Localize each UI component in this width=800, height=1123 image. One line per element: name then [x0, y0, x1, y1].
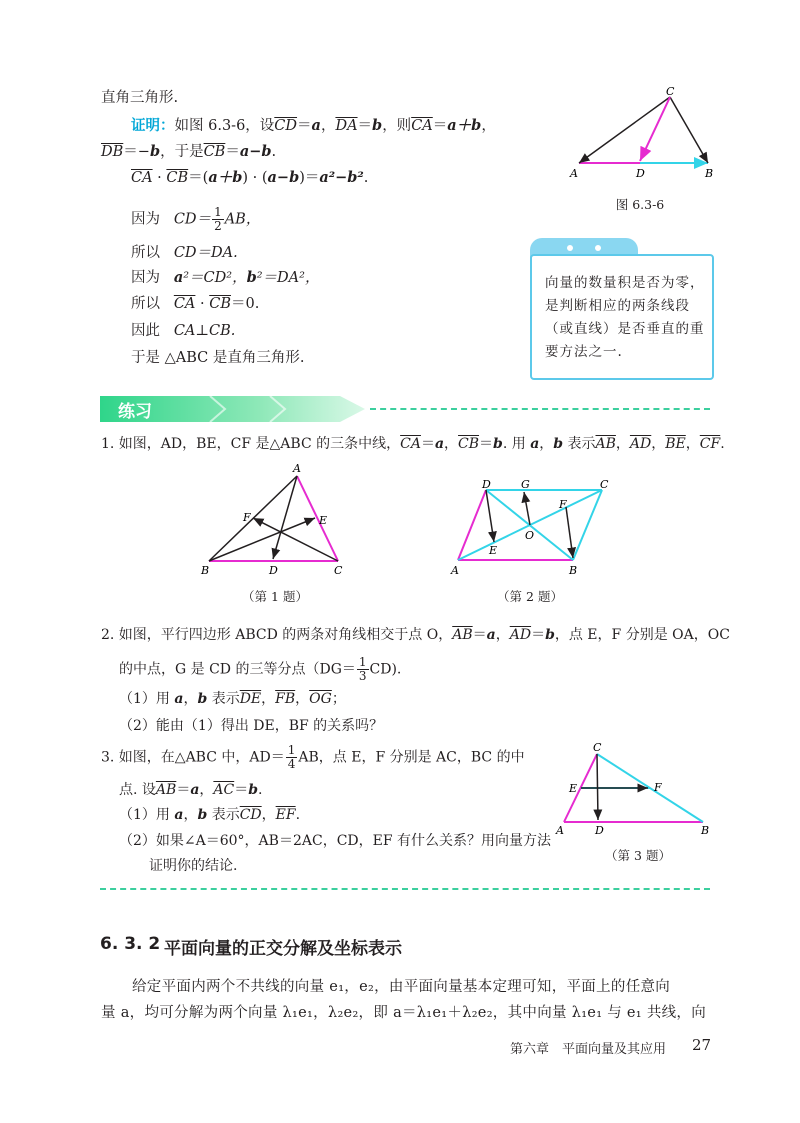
half-fraction: $\frac{1}{2}$: [214, 205, 222, 233]
vector-cb: [670, 97, 708, 163]
label-f: F: [559, 498, 567, 511]
figure-q3: [550, 738, 720, 838]
vector-cd: [640, 97, 670, 161]
side-ac: [297, 476, 338, 561]
q2-sub-1: （1）用 a，b 表示$\overline{DE}$，$\overline{FB}$，$\overline{OG}$；: [119, 691, 346, 707]
label-e: E: [569, 782, 578, 795]
label-b: B: [201, 564, 210, 577]
practice-bottom-dash: [100, 888, 710, 890]
proof-line-5: 所以 CD＝DA.: [131, 245, 238, 261]
vector-ca: [579, 97, 670, 163]
proof-line-6: 因为 a²＝CD²，b²＝DA²，: [131, 269, 320, 286]
label-g: G: [521, 478, 530, 491]
note-text: 向量的数量积是否为零，是判断相应的两条线段（或直线）是否垂直的重要方法之一.: [545, 275, 705, 360]
section-number: 6. 3. 2: [100, 934, 161, 954]
practice-title: 练习: [118, 402, 152, 422]
quarter-fraction: $\frac{1}{4}$: [287, 743, 296, 771]
proof-line-7: 所以 $\overline{CA} \cdot \overline{CB}=0$.: [131, 296, 260, 312]
proof-line-8: 因此 CA⊥CB.: [131, 323, 236, 339]
label-a: A: [451, 564, 459, 577]
label-e: E: [489, 544, 498, 557]
page-number: 27: [692, 1036, 712, 1054]
label-o: O: [525, 529, 535, 542]
label-b: B: [569, 564, 578, 577]
section-title: 平面向量的正交分解及坐标表示: [164, 939, 402, 959]
q3-sub-2b: 证明你的结论.: [149, 858, 238, 874]
vector-cd: [597, 754, 598, 820]
label-a: A: [556, 824, 564, 837]
label-f: F: [654, 781, 662, 794]
q1-text: 1. 如图，AD，BE，CF 是△ABC 的三条中线，$\overline{CA}=a$，$\overline{CB}=b$. 用 a，b 表示$\overline{AB}$，$\overline{AD}$，$\overline{BE}$，$\overline{CF}$.: [101, 436, 725, 452]
footer-chapter: 第六章 平面向量及其应用: [510, 1042, 667, 1057]
section-para-1: 给定平面内两个不共线的向量 e₁，e₂，由平面向量基本定理可知，平面上的任意向: [132, 979, 671, 995]
q3-sub-2a: （2）如果∠A＝60°，AB＝2AC，CD，EF 有什么关系？用向量方法: [119, 833, 552, 849]
label-c: C: [666, 85, 675, 98]
figure-q2: [445, 476, 620, 580]
q3-line-1: 3. 如图，在△ABC 中，AD＝ $\frac{1}{4}$ AB，点 E，F 分别是 AC，BC 的中: [101, 743, 525, 771]
proof-line-1: 证明：如图 6.3-6，设$\overline{CD}=a$，$\overline{DA}=b$，则$\overline{CA}=a+b$，: [131, 117, 496, 134]
q2-caption: （第 2 题）: [497, 589, 563, 604]
label-e: E: [319, 514, 328, 527]
q3-caption: （第 3 题）: [605, 848, 671, 863]
proof-line-0: 直角三角形.: [101, 90, 179, 106]
label-c: C: [593, 741, 602, 754]
vector-de: [486, 490, 494, 542]
proof-line-4: 因为 CD＝ $\frac{1}{2}$ AB，: [131, 205, 261, 233]
proof-label: 证明：: [131, 117, 175, 134]
figure-6-3-6: [560, 85, 730, 185]
label-a: A: [293, 462, 301, 475]
q2-line-2: 的中点，G 是 CD 的三等分点（DG＝ $\frac{1}{3}$ CD).: [119, 655, 402, 683]
q3-line-2: 点. 设$\overline{AB}=a$，$\overline{AC}=b$.: [119, 782, 263, 798]
label-b: B: [701, 824, 710, 837]
q3-sub-1: （1）用 a，b 表示$\overline{CD}$，$\overline{EF}$.: [119, 807, 301, 823]
practice-top-dash: [370, 408, 710, 410]
label-a: A: [570, 167, 578, 180]
vector-fb: [566, 507, 573, 558]
figure-6-3-6-caption: 图 6.3-6: [615, 197, 665, 212]
third-fraction: $\frac{1}{3}$: [358, 655, 367, 683]
q1-caption: （第 1 题）: [242, 589, 308, 604]
label-d: D: [482, 478, 491, 491]
label-d: D: [595, 824, 604, 837]
label-f: F: [243, 511, 251, 524]
proof-line-3: $\overline{CA} \cdot \overline{CB}=(a+b) \cdot (a-b)=a^2-b^2$.: [131, 169, 369, 186]
figure-q1: [195, 458, 355, 580]
side-bc: [573, 490, 602, 560]
median-be: [209, 518, 315, 561]
q2-line-1: 2. 如图，平行四边形 ABCD 的两条对角线相交于点 O，$\overline{AB}=a$，$\overline{AD}=b$，点 E，F 分别是 OA，OC: [101, 627, 730, 643]
section-para-2: 量 a，均可分解为两个向量 λ₁e₁，λ₂e₂，即 a＝λ₁e₁＋λ₂e₂，其中向量 λ₁e₁ 与 e₁ 共线，向: [101, 1005, 707, 1021]
label-b: B: [705, 167, 714, 180]
note-dot: [567, 245, 573, 251]
label-c: C: [600, 478, 609, 491]
q2-sub-2: （2）能由（1）得出 DE，BF 的关系吗？: [119, 718, 384, 734]
label-d: D: [636, 167, 645, 180]
proof-line-2: $\overline{DB}=-b$，于是$\overline{CB}=a-b$.: [101, 143, 277, 160]
label-d: D: [269, 564, 278, 577]
note-dot: [595, 245, 601, 251]
label-c: C: [334, 564, 343, 577]
proof-line-9: 于是 △ABC 是直角三角形.: [131, 350, 305, 366]
